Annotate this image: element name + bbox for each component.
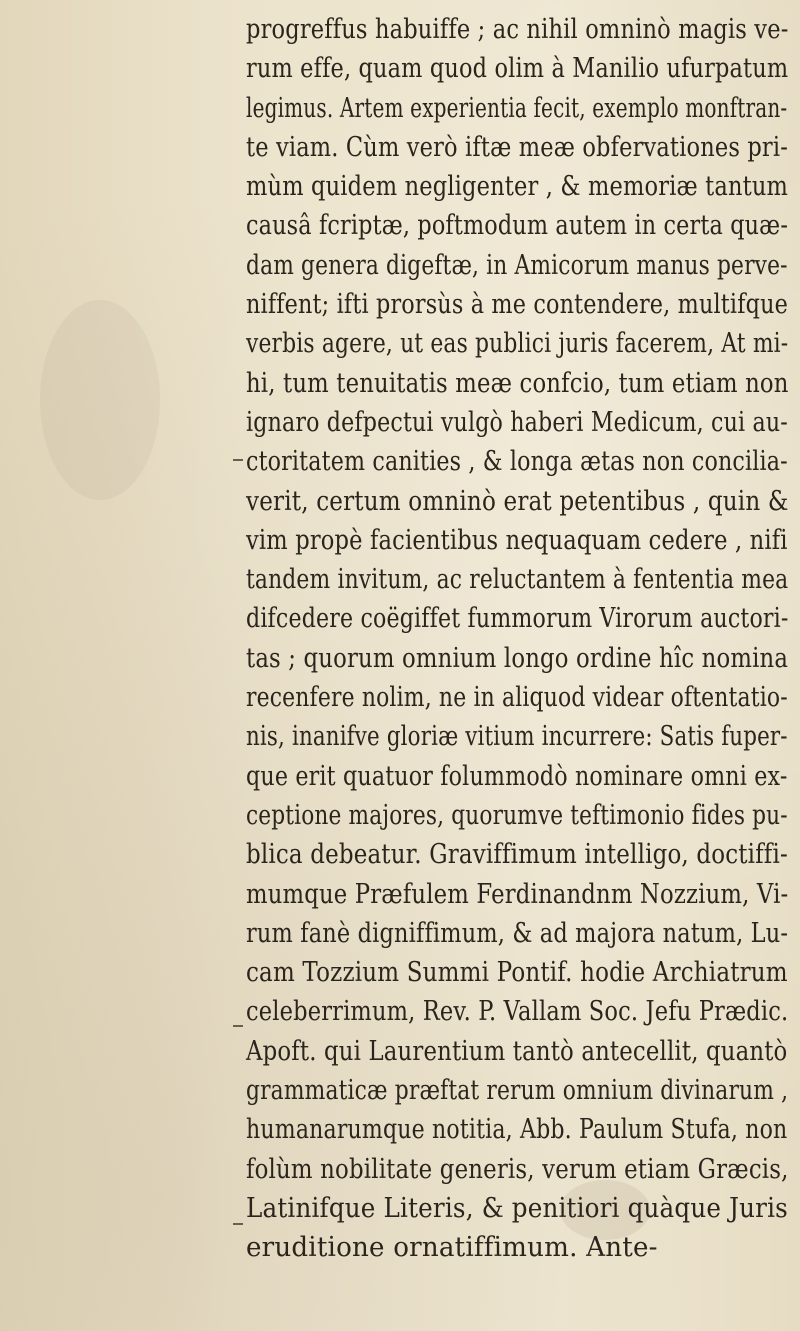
text-line: hi, tum tenuitatis meæ confcio, tum etiam non xyxy=(246,367,789,399)
text-line: celeberrimum, Rev. P. Vallam Soc. Jefu Prædic. xyxy=(246,996,789,1028)
text-line: Apoft. qui Laurentium tantò antecellit, quantò xyxy=(246,1035,788,1067)
text-line: ignaro defpectui vulgò haberi Medicum, cui au- xyxy=(246,406,788,438)
text-line: ctoritatem canities , & longa ætas non concilia- xyxy=(246,446,788,478)
text-line: blica debeatur. Graviffimum intelligo, doctiffi- xyxy=(246,839,788,871)
text-line: niffent; ifti prorsùs à me contendere, multifque xyxy=(246,289,788,321)
text-line: progreffus habuiffe ; ac nihil omninò magis ve- xyxy=(246,14,789,45)
text-line: folùm nobilitate generis, verum etiam Græcis, xyxy=(246,1153,789,1185)
text-line: tandem invitum, ac reluctantem à fententia mea xyxy=(246,564,789,596)
margin-mark xyxy=(233,1025,243,1027)
text-line: cam Tozzium Summi Pontif. hodie Archiatrum xyxy=(246,957,788,989)
text-line: grammaticæ præftat rerum omnium divinarum , xyxy=(246,1075,789,1107)
text-line: ceptione majores, quorumve teftimonio fides pu- xyxy=(246,799,788,831)
text-line: rum effe, quam quod olim à Manilio ufurpatum xyxy=(246,53,789,85)
text-line: tas ; quorum omnium longo ordine hîc nomina xyxy=(246,642,789,674)
text-line: difcedere coëgiffet fummorum Virorum auctori- xyxy=(246,603,789,635)
text-line: verbis agere, ut eas publici juris facerem, At mi- xyxy=(246,328,789,360)
text-line: te viam. Cùm verò iftæ meæ obfervationes pri- xyxy=(246,131,788,163)
text-line: eruditione ornatiffimum. Ante- xyxy=(246,1232,658,1264)
paper-stain xyxy=(40,300,160,500)
text-line: dam genera digeftæ, in Amicorum manus perve- xyxy=(246,249,788,281)
text-line: nis, inanifve gloriæ vitium incurrere: Satis fuper- xyxy=(246,721,788,753)
body-text xyxy=(246,10,800,1268)
text-line: verit, certum omninò erat petentibus , quin & xyxy=(246,485,789,517)
text-line: mumque Præfulem Ferdinandnm Nozzium, Vi- xyxy=(246,878,789,910)
margin-mark xyxy=(233,1223,243,1225)
text-line: legimus. Artem experientia fecit, exemplo monftran- xyxy=(246,92,788,124)
text-line: recenfere nolim, ne in aliquod videar oftentatio- xyxy=(246,682,788,714)
text-line: Latinifque Literis, & penitiori quàque Juris xyxy=(246,1192,788,1224)
text-line: humanarumque notitia, Abb. Paulum Stufa, non xyxy=(246,1114,788,1146)
text-line: rum fanè digniffimum, & ad majora natum, Lu- xyxy=(246,917,789,949)
text-line: que erit quatuor folummodò nominare omni ex- xyxy=(246,760,788,792)
margin-mark xyxy=(233,459,243,461)
text-line: causâ fcriptæ, poftmodum autem in certa quæ- xyxy=(246,210,789,242)
text-line: mùm quidem negligenter , & memoriæ tantum xyxy=(246,171,789,203)
text-line: vim propè facientibus nequaquam cedere , nifi xyxy=(246,524,788,556)
